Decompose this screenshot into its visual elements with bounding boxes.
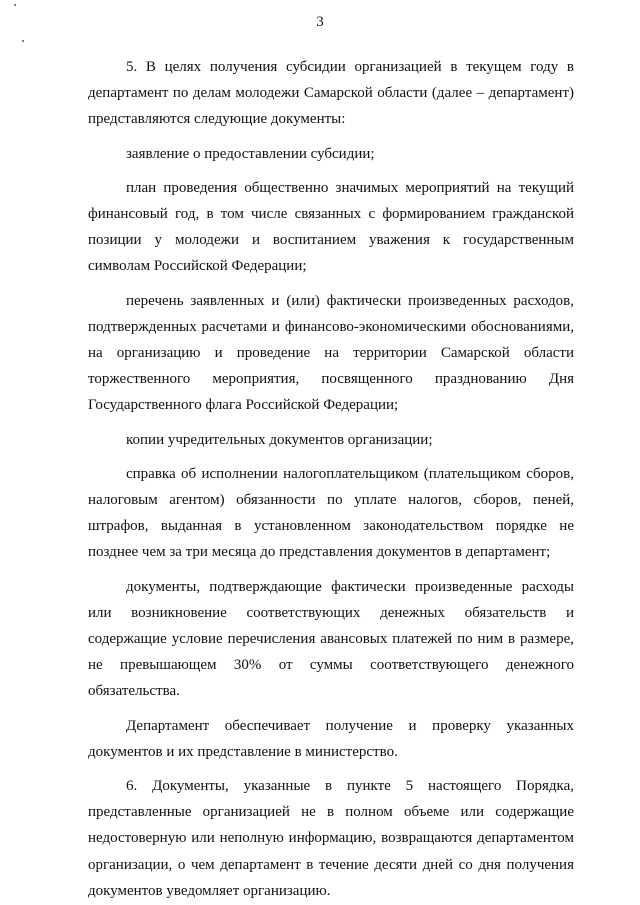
document-body xyxy=(88,54,574,904)
paragraph-expenses-list: перечень заявленных и (или) фактически произведенных расходов, подтвержденных расчетами и финансово-экономическими обоснованиями, на организацию и проведение на территории Самарской области торжественного мероприятия, посвященного празднованию Дня Государственного флага Российской Федерации; xyxy=(88,292,574,414)
paragraph-expense-documents: документы, подтверждающие фактически произведенные расходы или возникновение соответствующих денежных обязательств и содержащие условие перечисления авансовых платежей по ним в размере, не превышающем 30% от суммы соответствующего денежного обязательства. xyxy=(88,578,574,700)
paragraph-item-5-intro: 5. В целях получения субсидии организацией в текущем году в департамент по делам молодежи Самарской области (далее – департамент) представляются следующие документы: xyxy=(88,59,574,128)
scan-speck xyxy=(22,40,24,42)
paragraph-founding-documents: копии учредительных документов организации; xyxy=(126,431,433,448)
page-number: 3 xyxy=(316,14,324,30)
paragraph-item-6: 6. Документы, указанные в пункте 5 настоящего Порядка, представленные организацией не в полном объеме или содержащие недостоверную или неполную информацию, возвращаются департаментом организации, о чем департамент в течение десяти дней со дня получения документов уведомляет организацию. xyxy=(88,778,574,899)
paragraph-events-plan: план проведения общественно значимых мероприятий на текущий финансовый год, в том числе связанных с формированием гражданской позиции у молодежи и воспитанием уважения к государственным символам Российской Федерации; xyxy=(88,179,574,275)
paragraph-subsidy-application: заявление о предоставлении субсидии; xyxy=(126,145,375,162)
paragraph-tax-certificate: справка об исполнении налогоплательщиком (плательщиком сборов, налоговым агентом) обязанности по уплате налогов, сборов, пеней, штрафов, выданная в установленном законодательством порядке не позднее чем за три месяца до представления документов в департамент; xyxy=(88,465,574,561)
scan-speck xyxy=(14,4,16,6)
paragraph-department-duty: Департамент обеспечивает получение и проверку указанных документов и их представление в министерство. xyxy=(88,717,574,760)
